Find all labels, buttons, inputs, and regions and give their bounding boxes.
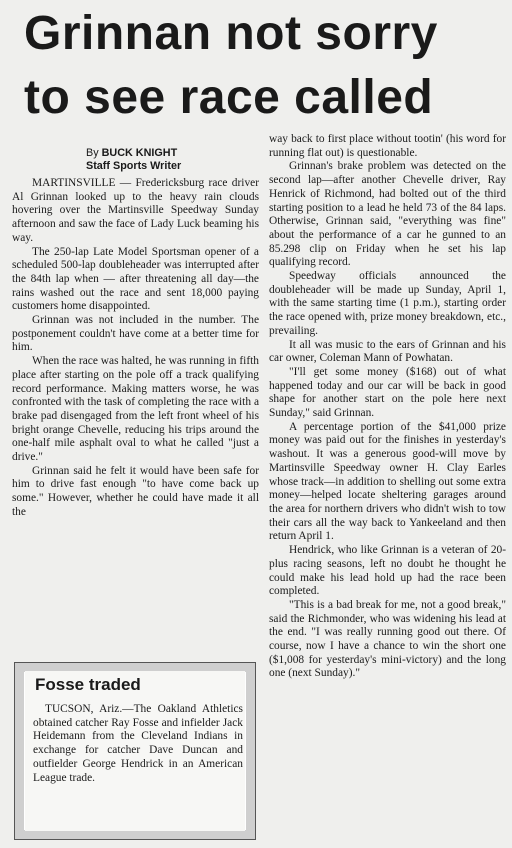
article-paragraph: MARTINSVILLE — Fredericksburg race driver Al Grinnan looked up to the heavy rain clouds hovering over the Martinsville Speedway Sunday afternoon and saw the face of Lady Luck beaming his way. [12, 177, 259, 244]
article-paragraph: When the race was halted, he was running in fifth place after starting on the pole off a track qualifying record performance. Making matters worse, he was confronted with the task of completing the race with a brake pad disengaged from the left front wheel of his bright orange Chevelle, reducing his trips around the one-half mile asphalt oval to what he called "just a drive." [12, 355, 259, 464]
article-paragraph: It all was music to the ears of Grinnan and his car owner, Coleman Mann of Powhatan. [269, 338, 506, 365]
article-paragraph: The 250-lap Late Model Sportsman opener of a scheduled 500-lap doubleheader was interrupted after the 84th lap when — after threatening all day—the rains washed out the race and sent 18,000 paying customers home disappointed. [12, 245, 259, 313]
article-paragraph: Grinnan was not included in the number. The postponement couldn't have come at a better time for him. [12, 314, 259, 354]
sidebar-paragraph: TUCSON, Ariz.—The Oakland Athletics obtained catcher Ray Fosse and infielder Jack Heidemann from the Cleveland Indians in exchange for catcher Dave Duncan and outfielder George Hendrick in an American League trade. [33, 703, 243, 784]
article-paragraph: "This is a bad break for me, not a good break," said the Richmonder, who was widening his lead at the end. "I was really running good out there. Of course, now I have a chance to win the short one ($1,008 for yesterday's mini-victory) and the long one (next Sunday)." [269, 598, 506, 680]
article-column-left [12, 147, 259, 520]
article-paragraph: "I'll get some money ($168) out of what happened today and our car will be back in good shape for another start on the pole here next Sunday," said Grinnan. [269, 365, 506, 420]
article-paragraph: Grinnan's brake problem was detected on the second lap—after another Chevelle driver, Ray Henrick of Richmond, had bolted out of the third starting position to a lead he held 73 of the 84 laps. Otherwise, Grinnan said, "everything was fine" about the performance of a car he gunned to an 85.298 clip on Friday when he set his lap qualifying record. [269, 160, 506, 269]
byline [86, 147, 259, 173]
byline-author: BUCK KNIGHT [101, 147, 178, 159]
article-paragraph: Speedway officials announced the doubleheader will be made up Sunday, April 1, with the same starting time (1 p.m.), starting order the race opened with, prize money breakdown, etc., prevailing. [269, 270, 506, 337]
headline-line-1: Grinnan not sorry [24, 7, 438, 60]
byline-title: Staff Sports Writer [86, 160, 182, 172]
article-paragraph: way back to first place without tootin' (his word for running flat out) is questionable. [269, 133, 506, 159]
byline-prefix: By [86, 147, 99, 159]
article-paragraph: Grinnan said he felt it would have been safe for him to drive fast enough "to have come back up some." However, whether he could have made it all the [12, 464, 259, 518]
sidebar-title: Fosse traded [35, 675, 141, 694]
article-paragraph: A percentage portion of the $41,000 prize money was paid out for the finishes in yesterday's washout. It was a generous good-will move by Martinsville Speedway owner H. Clay Earles whose track—in addition to shelling out some extra money—helped locate sheltering garages around the area for northern drivers who didn't wish to tow their cars all the way back to Yankeeland and then return April 1. [269, 420, 506, 543]
article-paragraph: Hendrick, who like Grinnan is a veteran of 20-plus racing seasons, left no doubt he thought he could make his lead hold up had the race been completed. [269, 544, 506, 598]
headline-line-2: to see race called [24, 71, 434, 124]
sidebar-box [14, 662, 256, 840]
article-column-right [269, 133, 506, 681]
sidebar-body [33, 703, 243, 785]
